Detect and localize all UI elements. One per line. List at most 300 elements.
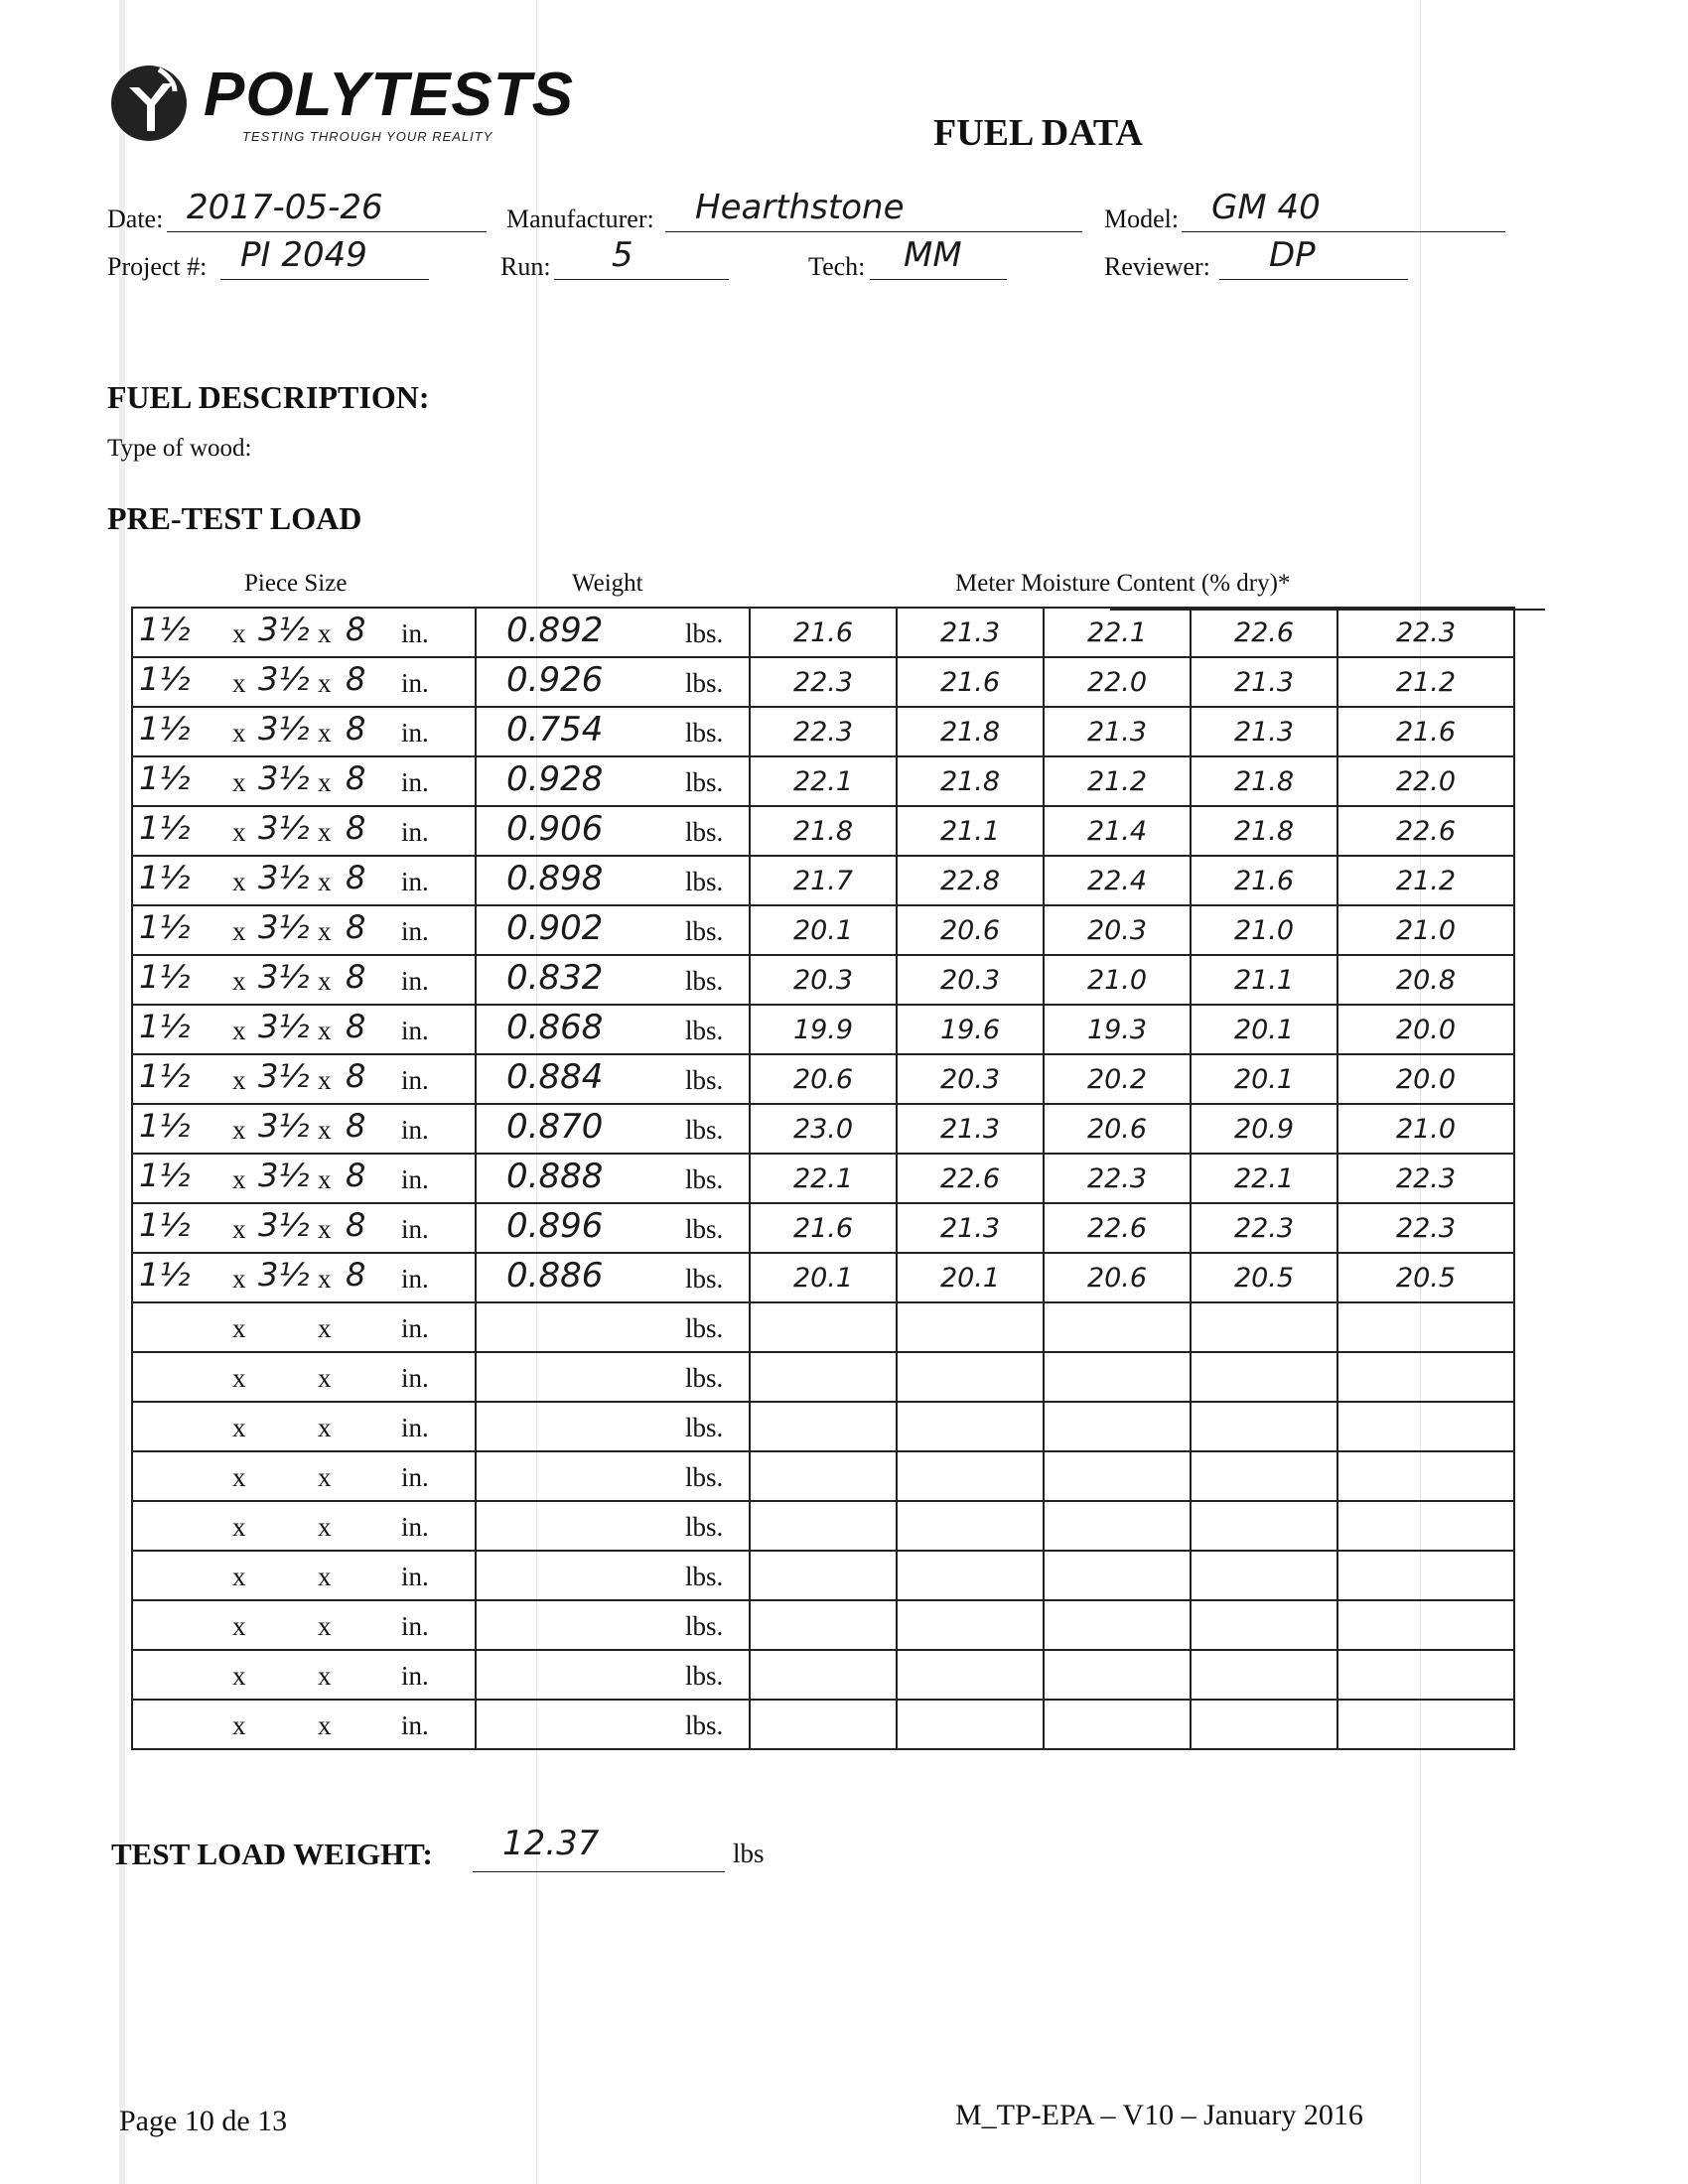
pound-unit: lbs. — [685, 618, 724, 648]
moisture-cell: 20.1 — [750, 905, 897, 955]
times-sign: x — [232, 1462, 246, 1492]
times-sign: x — [318, 817, 332, 847]
moisture-cell: 22.3 — [1337, 1203, 1514, 1253]
times-sign: x — [318, 1164, 332, 1194]
moisture-cell: 21.3 — [897, 1203, 1044, 1253]
piece-dim-3: 8 — [346, 908, 366, 946]
run-field — [554, 235, 729, 280]
moisture-cell: 21.3 — [1191, 657, 1337, 707]
times-sign: x — [232, 767, 246, 797]
model-label: Model: — [1104, 205, 1180, 233]
table-row — [132, 657, 1514, 707]
table-row — [132, 955, 1514, 1005]
times-sign: x — [232, 1115, 246, 1145]
document-id: M_TP-EPA – V10 – January 2016 — [955, 2099, 1363, 2131]
moisture-cell: 20.1 — [1191, 1054, 1337, 1104]
weight-cell — [476, 756, 750, 806]
pound-unit: lbs. — [685, 1710, 724, 1740]
table-row — [132, 1451, 1514, 1501]
weight-cell — [476, 1203, 750, 1253]
pound-unit: lbs. — [685, 1065, 724, 1095]
test-load-weight-field — [473, 1824, 725, 1872]
weight-value: 0.896 — [506, 1206, 604, 1246]
weight-cell — [476, 1302, 750, 1352]
logo-tagline: TESTING THROUGH YOUR REALITY — [242, 129, 493, 144]
table-row — [132, 1700, 1514, 1749]
weight-cell — [476, 1551, 750, 1600]
piece-dim-1: 1½ — [139, 859, 191, 896]
moisture-cell — [750, 1650, 897, 1700]
piece-size-cell — [132, 707, 476, 756]
piece-size-cell — [132, 608, 476, 657]
piece-size-cell — [132, 1551, 476, 1600]
times-sign: x — [318, 668, 332, 698]
piece-size-cell — [132, 1054, 476, 1104]
weight-cell — [476, 1700, 750, 1749]
moisture-cell — [1191, 1302, 1337, 1352]
table-row — [132, 806, 1514, 856]
times-sign: x — [318, 1562, 332, 1591]
moisture-cell — [750, 1600, 897, 1650]
piece-size-cell — [132, 1650, 476, 1700]
times-sign: x — [232, 1661, 246, 1691]
times-sign: x — [318, 1710, 332, 1740]
inch-unit: in. — [401, 668, 429, 698]
moisture-cell — [1337, 1551, 1514, 1600]
piece-size-cell — [132, 1302, 476, 1352]
times-sign: x — [318, 1016, 332, 1045]
piece-dim-1: 1½ — [139, 660, 191, 698]
times-sign: x — [318, 916, 332, 946]
inch-unit: in. — [401, 1462, 429, 1492]
weight-cell — [476, 806, 750, 856]
moisture-cell — [1337, 1600, 1514, 1650]
times-sign: x — [318, 618, 332, 648]
moisture-cell — [1044, 1451, 1191, 1501]
page-title: FUEL DATA — [933, 112, 1143, 154]
date-value: 2017-05-26 — [187, 188, 383, 227]
piece-dim-1: 1½ — [139, 1206, 191, 1244]
moisture-cell — [1044, 1302, 1191, 1352]
inch-unit: in. — [401, 1313, 429, 1343]
inch-unit: in. — [401, 1214, 429, 1244]
manufacturer-label: Manufacturer: — [506, 205, 654, 233]
pretest-load-heading: PRE-TEST LOAD — [107, 500, 362, 536]
weight-cell — [476, 1352, 750, 1402]
weight-cell — [476, 657, 750, 707]
inch-unit: in. — [401, 1512, 429, 1542]
times-sign: x — [232, 718, 246, 748]
moisture-cell: 20.0 — [1337, 1005, 1514, 1054]
moisture-cell: 21.8 — [1191, 806, 1337, 856]
times-sign: x — [232, 1512, 246, 1542]
piece-dim-2: 3½ — [258, 759, 310, 797]
test-load-weight-unit: lbs — [733, 1839, 765, 1868]
piece-dim-2: 3½ — [258, 908, 310, 946]
moisture-cell: 21.8 — [1191, 756, 1337, 806]
table-row — [132, 707, 1514, 756]
times-sign: x — [232, 817, 246, 847]
moisture-cell — [750, 1402, 897, 1451]
moisture-cell: 21.8 — [897, 756, 1044, 806]
moisture-cell: 21.3 — [1191, 707, 1337, 756]
moisture-cell — [1044, 1600, 1191, 1650]
pound-unit: lbs. — [685, 718, 724, 748]
piece-dim-2: 3½ — [258, 710, 310, 748]
inch-unit: in. — [401, 767, 429, 797]
weight-cell — [476, 1253, 750, 1302]
piece-dim-1: 1½ — [139, 958, 191, 996]
weight-cell — [476, 1005, 750, 1054]
pound-unit: lbs. — [685, 1363, 724, 1393]
moisture-cell: 22.6 — [1191, 608, 1337, 657]
moisture-cell — [897, 1650, 1044, 1700]
weight-value: 0.902 — [506, 908, 604, 948]
moisture-cell: 21.0 — [1191, 905, 1337, 955]
moisture-cell: 22.1 — [1044, 608, 1191, 657]
piece-size-cell — [132, 1501, 476, 1551]
reviewer-value: DP — [1269, 235, 1316, 275]
moisture-cell: 19.9 — [750, 1005, 897, 1054]
table-row — [132, 1650, 1514, 1700]
moisture-cell — [1044, 1650, 1191, 1700]
moisture-cell: 22.1 — [750, 1154, 897, 1203]
page-number: Page 10 de 13 — [119, 2105, 288, 2137]
moisture-cell: 22.3 — [1044, 1154, 1191, 1203]
piece-size-cell — [132, 905, 476, 955]
weight-cell — [476, 1650, 750, 1700]
times-sign: x — [318, 1462, 332, 1492]
piece-dim-2: 3½ — [258, 1206, 310, 1244]
piece-dim-1: 1½ — [139, 1008, 191, 1045]
times-sign: x — [232, 1413, 246, 1442]
moisture-cell: 22.3 — [750, 707, 897, 756]
piece-size-cell — [132, 1600, 476, 1650]
times-sign: x — [318, 1661, 332, 1691]
moisture-cell — [897, 1402, 1044, 1451]
piece-size-cell — [132, 1104, 476, 1154]
moisture-cell: 22.6 — [1337, 806, 1514, 856]
fuel-description-heading: FUEL DESCRIPTION: — [107, 379, 430, 415]
run-value: 5 — [612, 235, 633, 275]
company-logo — [109, 61, 575, 151]
pound-unit: lbs. — [685, 867, 724, 896]
piece-dim-2: 3½ — [258, 809, 310, 847]
table-row — [132, 1104, 1514, 1154]
moisture-cell: 21.2 — [1044, 756, 1191, 806]
inch-unit: in. — [401, 618, 429, 648]
piece-dim-1: 1½ — [139, 1256, 191, 1294]
moisture-cell: 20.2 — [1044, 1054, 1191, 1104]
moisture-cell: 20.6 — [1044, 1104, 1191, 1154]
piece-dim-2: 3½ — [258, 958, 310, 996]
moisture-cell — [1191, 1352, 1337, 1402]
moisture-cell: 21.3 — [897, 608, 1044, 657]
moisture-cell: 21.0 — [1337, 1104, 1514, 1154]
inch-unit: in. — [401, 1611, 429, 1641]
moisture-cell: 22.3 — [1191, 1203, 1337, 1253]
inch-unit: in. — [401, 966, 429, 996]
moisture-cell — [1337, 1451, 1514, 1501]
moisture-cell — [750, 1352, 897, 1402]
moisture-cell: 22.6 — [1044, 1203, 1191, 1253]
table-row — [132, 1203, 1514, 1253]
piece-size-cell — [132, 1203, 476, 1253]
moisture-cell: 22.1 — [1191, 1154, 1337, 1203]
project-field — [220, 235, 429, 280]
weight-value: 0.888 — [506, 1157, 604, 1196]
weight-cell — [476, 955, 750, 1005]
moisture-cell — [1337, 1700, 1514, 1749]
inch-unit: in. — [401, 916, 429, 946]
inch-unit: in. — [401, 1164, 429, 1194]
inch-unit: in. — [401, 1710, 429, 1740]
piece-dim-2: 3½ — [258, 1057, 310, 1095]
weight-value: 0.870 — [506, 1107, 604, 1147]
moisture-cell — [750, 1302, 897, 1352]
weight-value: 0.926 — [506, 660, 604, 700]
moisture-cell: 20.6 — [750, 1054, 897, 1104]
moisture-cell: 20.0 — [1337, 1054, 1514, 1104]
moisture-cell: 21.6 — [897, 657, 1044, 707]
reviewer-field — [1219, 235, 1408, 280]
date-field — [167, 188, 487, 232]
moisture-cell: 22.0 — [1044, 657, 1191, 707]
pretest-load-table — [131, 607, 1515, 1750]
moisture-cell: 21.1 — [897, 806, 1044, 856]
times-sign: x — [318, 1115, 332, 1145]
times-sign: x — [232, 1710, 246, 1740]
piece-dim-3: 8 — [346, 859, 366, 896]
inch-unit: in. — [401, 1413, 429, 1442]
times-sign: x — [232, 1264, 246, 1294]
moisture-cell — [897, 1451, 1044, 1501]
piece-dim-1: 1½ — [139, 1157, 191, 1194]
moisture-cell: 22.3 — [750, 657, 897, 707]
moisture-cell — [1337, 1302, 1514, 1352]
moisture-cell: 22.0 — [1337, 756, 1514, 806]
moisture-cell: 20.3 — [1044, 905, 1191, 955]
times-sign: x — [232, 1065, 246, 1095]
piece-dim-3: 8 — [346, 958, 366, 996]
weight-cell — [476, 1501, 750, 1551]
moisture-cell — [1191, 1700, 1337, 1749]
moisture-cell: 20.3 — [750, 955, 897, 1005]
moisture-cell: 21.7 — [750, 856, 897, 905]
piece-dim-2: 3½ — [258, 660, 310, 698]
pound-unit: lbs. — [685, 966, 724, 996]
moisture-cell: 20.9 — [1191, 1104, 1337, 1154]
times-sign: x — [318, 1363, 332, 1393]
piece-size-cell — [132, 1005, 476, 1054]
pound-unit: lbs. — [685, 1611, 724, 1641]
weight-header: Weight — [572, 570, 643, 597]
piece-dim-1: 1½ — [139, 1107, 191, 1145]
weight-value: 0.928 — [506, 759, 604, 799]
pound-unit: lbs. — [685, 1462, 724, 1492]
moisture-cell: 20.3 — [897, 1054, 1044, 1104]
times-sign: x — [318, 867, 332, 896]
weight-value: 0.886 — [506, 1256, 604, 1296]
inch-unit: in. — [401, 1016, 429, 1045]
piece-dim-3: 8 — [346, 1157, 366, 1194]
moisture-cell: 19.3 — [1044, 1005, 1191, 1054]
inch-unit: in. — [401, 1661, 429, 1691]
moisture-cell: 22.6 — [897, 1154, 1044, 1203]
inch-unit: in. — [401, 718, 429, 748]
times-sign: x — [232, 1214, 246, 1244]
moisture-cell: 22.1 — [750, 756, 897, 806]
manufacturer-field — [665, 188, 1082, 232]
tech-label: Tech: — [808, 252, 866, 281]
piece-size-cell — [132, 806, 476, 856]
piece-size-cell — [132, 657, 476, 707]
project-label: Project #: — [107, 252, 208, 281]
inch-unit: in. — [401, 1562, 429, 1591]
piece-dim-2: 3½ — [258, 859, 310, 896]
moisture-header: Meter Moisture Content (% dry)* — [955, 570, 1291, 597]
moisture-cell: 23.0 — [750, 1104, 897, 1154]
piece-dim-1: 1½ — [139, 908, 191, 946]
piece-size-cell — [132, 1451, 476, 1501]
inch-unit: in. — [401, 867, 429, 896]
piece-dim-2: 3½ — [258, 1008, 310, 1045]
tech-field — [870, 235, 1007, 280]
weight-cell — [476, 1104, 750, 1154]
times-sign: x — [318, 1214, 332, 1244]
moisture-cell: 21.1 — [1191, 955, 1337, 1005]
pound-unit: lbs. — [685, 1661, 724, 1691]
times-sign: x — [318, 1065, 332, 1095]
moisture-cell: 21.8 — [897, 707, 1044, 756]
times-sign: x — [232, 1562, 246, 1591]
piece-size-cell — [132, 1352, 476, 1402]
times-sign: x — [232, 618, 246, 648]
moisture-cell: 20.3 — [897, 955, 1044, 1005]
piece-dim-1: 1½ — [139, 809, 191, 847]
weight-cell — [476, 856, 750, 905]
piece-dim-1: 1½ — [139, 759, 191, 797]
project-value: PI 2049 — [240, 235, 367, 275]
table-row — [132, 1154, 1514, 1203]
pound-unit: lbs. — [685, 1214, 724, 1244]
piece-dim-1: 1½ — [139, 1057, 191, 1095]
moisture-cell: 20.5 — [1191, 1253, 1337, 1302]
moisture-cell: 20.8 — [1337, 955, 1514, 1005]
weight-cell — [476, 1402, 750, 1451]
moisture-cell: 22.8 — [897, 856, 1044, 905]
times-sign: x — [232, 916, 246, 946]
times-sign: x — [232, 1164, 246, 1194]
moisture-cell: 21.8 — [750, 806, 897, 856]
moisture-cell: 21.3 — [1044, 707, 1191, 756]
model-field — [1182, 188, 1505, 232]
moisture-cell — [1191, 1402, 1337, 1451]
piece-size-cell — [132, 1253, 476, 1302]
moisture-cell — [1191, 1451, 1337, 1501]
table-row — [132, 1402, 1514, 1451]
piece-size-cell — [132, 856, 476, 905]
table-row — [132, 1302, 1514, 1352]
moisture-cell — [750, 1501, 897, 1551]
date-label: Date: — [107, 205, 164, 233]
moisture-cell — [1044, 1551, 1191, 1600]
moisture-cell: 21.0 — [1044, 955, 1191, 1005]
moisture-cell: 21.6 — [750, 1203, 897, 1253]
moisture-cell: 22.3 — [1337, 608, 1514, 657]
piece-dim-3: 8 — [346, 1256, 366, 1294]
pound-unit: lbs. — [685, 668, 724, 698]
moisture-cell — [750, 1700, 897, 1749]
times-sign: x — [232, 966, 246, 996]
pound-unit: lbs. — [685, 817, 724, 847]
table-row — [132, 1600, 1514, 1650]
moisture-cell: 20.6 — [1044, 1253, 1191, 1302]
weight-cell — [476, 1054, 750, 1104]
moisture-cell: 21.3 — [897, 1104, 1044, 1154]
inch-unit: in. — [401, 1065, 429, 1095]
weight-value: 0.906 — [506, 809, 604, 849]
weight-cell — [476, 608, 750, 657]
table-row — [132, 1005, 1514, 1054]
piece-size-cell — [132, 1154, 476, 1203]
moisture-cell: 22.4 — [1044, 856, 1191, 905]
moisture-cell — [897, 1551, 1044, 1600]
moisture-cell: 21.2 — [1337, 657, 1514, 707]
moisture-cell — [1044, 1352, 1191, 1402]
logo-emblem-icon — [109, 62, 189, 143]
wood-type-label: Type of wood: — [107, 435, 252, 462]
moisture-cell: 19.6 — [897, 1005, 1044, 1054]
moisture-cell — [897, 1501, 1044, 1551]
times-sign: x — [318, 1264, 332, 1294]
moisture-cell: 20.5 — [1337, 1253, 1514, 1302]
moisture-cell: 21.6 — [1337, 707, 1514, 756]
inch-unit: in. — [401, 1264, 429, 1294]
inch-unit: in. — [401, 1115, 429, 1145]
pound-unit: lbs. — [685, 916, 724, 946]
table-row — [132, 1501, 1514, 1551]
moisture-cell — [1337, 1650, 1514, 1700]
piece-size-header: Piece Size — [244, 570, 348, 597]
weight-value: 0.832 — [506, 958, 604, 998]
run-label: Run: — [500, 252, 551, 281]
times-sign: x — [232, 668, 246, 698]
piece-dim-2: 3½ — [258, 1107, 310, 1145]
moisture-cell — [1191, 1551, 1337, 1600]
moisture-cell — [897, 1302, 1044, 1352]
logo-wordmark: POLYTESTS — [204, 61, 575, 129]
moisture-cell — [1191, 1501, 1337, 1551]
moisture-cell — [897, 1600, 1044, 1650]
moisture-cell — [750, 1451, 897, 1501]
moisture-cell — [1337, 1352, 1514, 1402]
times-sign: x — [232, 867, 246, 896]
pound-unit: lbs. — [685, 1164, 724, 1194]
times-sign: x — [318, 767, 332, 797]
piece-size-cell — [132, 756, 476, 806]
moisture-cell — [750, 1551, 897, 1600]
moisture-cell — [1337, 1501, 1514, 1551]
pound-unit: lbs. — [685, 767, 724, 797]
piece-dim-3: 8 — [346, 660, 366, 698]
piece-dim-3: 8 — [346, 809, 366, 847]
moisture-cell — [1044, 1402, 1191, 1451]
times-sign: x — [318, 1611, 332, 1641]
table-row — [132, 756, 1514, 806]
piece-size-cell — [132, 955, 476, 1005]
times-sign: x — [232, 1313, 246, 1343]
